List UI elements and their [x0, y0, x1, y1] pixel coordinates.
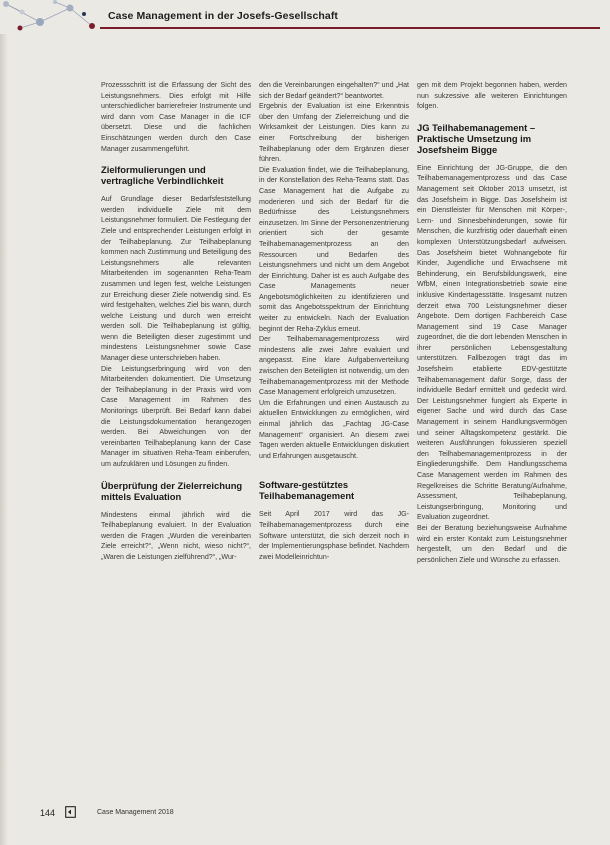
section-heading: JG Teilhabemanagement – Praktische Umsetzung im Josefsheim Bigge [417, 121, 536, 155]
paragraph: Die Evaluation findet, wie die Teilhabeplanung, in der Konstellation des Reha-Teams statt. Das Case Management hat die Aufgabe zu moderieren und sich der Bedarf für die Bedürfnisse des Leistungsnehmers einzusetzen. Im Sinne der Personenzentrierung orientiert sich der gesamte Teilhabemanagementprozess an den Ressourcen und Bedarfen des Leistungsnehmers und nicht um dem Angebot der Einrichtung. Daher ist es auch Aufgabe des Case Managements neuer Angebotsmöglichkeiten zu identifizieren und somit das Angebotsspektrum der Einrichtung weiter zu entwickeln. Nach der Evaluation beginnt der Reha-Zyklus erneut. [259, 165, 409, 333]
footer-source: Case Management 2018 [97, 809, 174, 816]
page-footer [40, 808, 580, 824]
paragraph: Auf Grundlage dieser Bedarfsfeststellung werden individuelle Ziele mit dem Leistungsnehmer formuliert. Die Festlegung der Ziele und entsprechender Leistungen erfolgt in der Teilhabeplanung. Zur Teilhabeplanung kommen nach Zustimmung und Beteiligung des Leistungsnehmers alle relevanten Mitarbeitenden im sogenannten Reha-Team zusammen und legen fest, welche Leistungen zur Erreichung dieser Ziele notwendig sind. Es wird festgehalten, welches Ziel bis wann, durch welche Leistung und durch wen erreicht werden soll. Die Teilhabeplanung ist gültig, wenn die Beteiligten dieser zugestimmt und mindestens Leistungsnehmer sowie Case Manager diese unterschrieben haben. [101, 195, 251, 363]
paragraph: Mindestens einmal jährlich wird die Teilhabeplanung evaluiert. In der Evaluation werden die Fragen „Wurden die vereinbarten Ziele erreicht?“, „Wenn nicht, wieso nicht?“, „Waren die Leistungen zielführend?“, „Wur- [101, 510, 251, 561]
page-arrow-icon[interactable] [65, 806, 76, 818]
text-column-3 [417, 80, 567, 565]
section-heading: Überprüfung der Zielerreichung mittels Evaluation [101, 479, 243, 502]
network-graphic-icon [0, 0, 100, 34]
paragraph: Seit April 2017 wird das JG-Teilhabemanagementprozess durch eine Software unterstützt, die sich derzeit noch in der Implementierungsphase befindet. Nachdem zwei Modelleinrichtun- [259, 510, 409, 561]
header-divider [100, 27, 600, 29]
page-header [0, 0, 610, 34]
paragraph: Bei der Beratung beziehungsweise Aufnahme wird ein erster Kontakt zum Leistungsnehmer hergestellt, um den Bedarf und die persönlichen Ziele und Wünsche zu erfassen. [417, 523, 567, 564]
paragraph: Ergebnis der Evaluation ist eine Erkenntnis über den Umfang der Zielerreichung und die Wirksamkeit der Leistungen. Dies kann zu einer Fortschreibung der bisherigen Teilhabeplanung oder dem Ergänzen dieser führen. [259, 102, 409, 164]
page-number: 144 [40, 808, 56, 818]
running-header-title: Case Management in der Josefs-Gesellschaft [108, 10, 339, 22]
page-gutter-shadow [0, 0, 8, 845]
paragraph: Die Leistungserbringung wird von den Mitarbeitenden dokumentiert. Die Umsetzung der Teilhabeplanung in der Praxis wird vom Case Management im Rahmen des Monitorings überprüft. Bei Bedarf kann dabei die Leistungsdokumentation herangezogen werden. Bei Abweichungen von der vereinbarten Teilhabeplanung kann der Case Manager im situativen Reha-Team einberufen, um aufzuklären und Lösungen zu finden. [101, 364, 251, 468]
paragraph: den die Vereinbarungen eingehalten?“ und „Hat sich der Bedarf geändert?“ beantwortet. [259, 81, 409, 100]
paragraph: gen mit dem Projekt begonnen haben, werden nun sukzessive alle weiteren Einrichtungen folgen. [417, 81, 567, 111]
section-heading: Software-gestütztes Teilhabemanagement [259, 479, 355, 502]
text-column-1 [101, 80, 251, 563]
paragraph: Um die Erfahrungen und einen Austausch zu aktuellen Entwicklungen zu ermöglichen, wird einmal jährlich das „Fachtag JG-Case Management“ organisiert. An diesem zwei Tagen werden aktuelle Entwicklungen diskutiert und Erfahrungen ausgetauscht. [259, 398, 409, 460]
paragraph: Der Teilhabemanagementprozess wird mindestens alle zwei Jahre evaluiert und angepasst. Eine klare Aufgabenverteilung zwischen den Beteiligten ist notwendig, um den Teilhabemanagementprozess mit der Methode Case Management erfolgreich umzusetzen. [259, 335, 409, 397]
paragraph: Eine Einrichtung der JG-Gruppe, die den Teilhabemanagementprozess und das Case Management seit Oktober 2013 umsetzt, ist das Josefsheim in Bigge. Das Josefsheim ist ein Dienstleister für Menschen mit Körper-, Lern- und Sinnesbehinderungen, sowie für Menschen, die kurzfristig oder dauerhaft einen komplexen Unterstützungsbedarf aufweisen. Das Josefsheim bietet Wohnangebote für Kinder, Jugendliche und Erwachsene mit Behinderung, ein Berufsbildungswerk, eine WfbM, einen Integrationsbetrieb sowie eine inklusive Kindertagesstätte. Insgesamt nutzen derzeit etwa 700 Leistungsnehmer dieser Angebote. Dem dortigen Fachbereich Case Management sind 19 Case Manager zugeordnet, die die dort lebenden Menschen in ihrer persönlichen Lebensgestaltung unterstützen. Fallbezogen trägt das im Josefsheim etablierte EDV-gestützte Teilhabemanagement dafür Sorge, dass der individuelle Bedarf ermittelt und gedeckt wird. Der Leistungsnehmer fungiert als Experte in eigener Sache und wird durch das Case Management in seinem Handlungsvermögen und seiner Alltagskompetenz gestärkt. Die weiteren Ausführungen fokussieren speziell den Teilhabemanagementprozess in der Eingliederungshilfe. Dem Handlungsschema Case Management werden im Rahmen des Regelkreises die Schritte Beratung/Aufnahme, Assessment, Teilhabeplanung, Leistungserbringung, Monitoring und Evaluation zugeordnet. [417, 163, 567, 522]
section-heading: Zielformulierungen und vertragliche Verbindlichkeit [101, 164, 224, 187]
paragraph: Prozessschritt ist die Erfassung der Sicht des Leistungsnehmers. Dies erfolgt mit Hilfe unterschiedlicher barrierefreier Instrumente und wird dann vom Case Manager in die ICF übersetzt. Diese und die fachlichen Einschätzungen werden durch den Case Manager zusammengeführt. [101, 81, 251, 153]
text-column-2 [259, 80, 409, 562]
